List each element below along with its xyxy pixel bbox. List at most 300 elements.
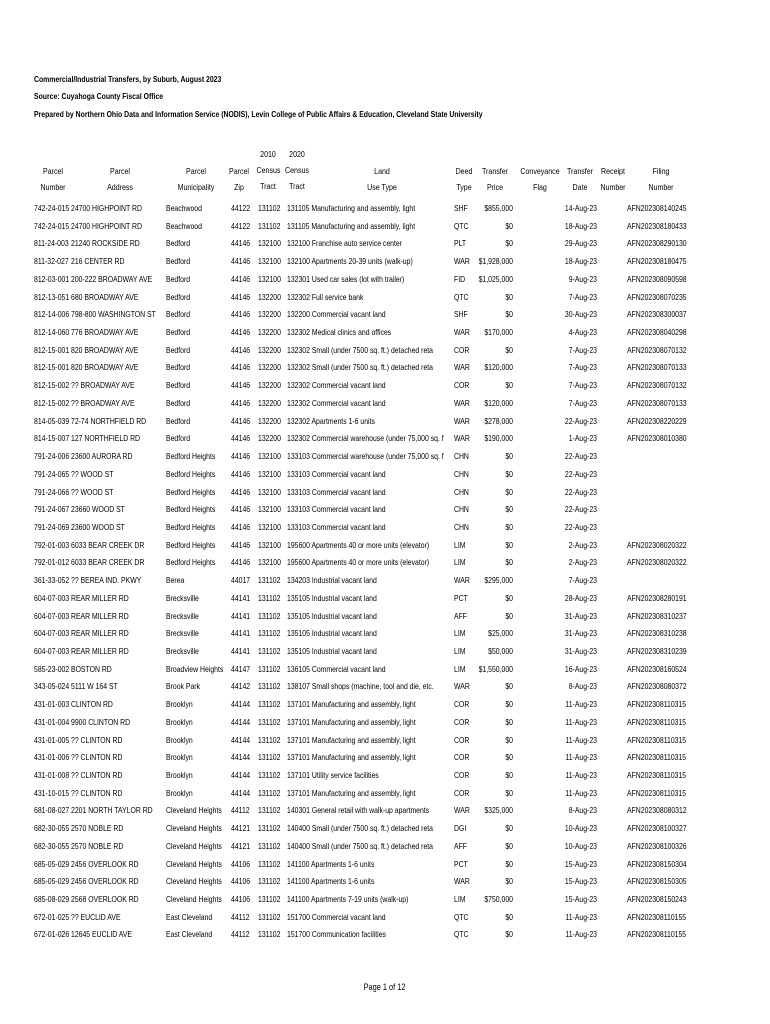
cell-deed-type: WAR: [454, 433, 470, 444]
col-transfer-price: Transfer Price: [482, 166, 508, 192]
cell-deed-type: COR: [454, 770, 470, 780]
cell-deed-type: CHN: [454, 451, 469, 462]
cell-parcel-address: 5111 W 164 ST: [71, 681, 118, 692]
table-row: [0, 522, 770, 540]
cell-municipality: Cleveland Heights: [166, 840, 222, 851]
cell-transfer-price: $0: [505, 220, 513, 231]
cell-zip: 44146: [231, 521, 251, 532]
cell-parcel-address: REAR MILLER RD: [71, 610, 129, 621]
cell-municipality: Bedford: [166, 380, 191, 391]
cell-parcel-number: 685-05-029: [34, 876, 70, 887]
cell-transfer-date: 22-Aug-23: [564, 486, 597, 497]
cell-zip: 44106: [231, 858, 251, 869]
cell-transfer-date: 11-Aug-23: [565, 699, 597, 710]
cell-municipality: Brecksville: [166, 628, 199, 639]
cell-deed-type: WAR: [454, 805, 470, 816]
cell-transfer-price: $278,000: [484, 415, 513, 426]
cell-land-use: 195600 Apartments 40 or more units (elevator): [287, 557, 430, 568]
cell-transfer-price: $0: [505, 876, 513, 887]
cell-deed-type: DGI: [454, 823, 467, 834]
cell-parcel-address: REAR MILLER RD: [71, 645, 129, 656]
table-row: [0, 646, 770, 664]
cell-transfer-date: 31-Aug-23: [564, 610, 597, 621]
table-row: [0, 788, 770, 806]
cell-zip: 44144: [231, 699, 251, 710]
table-row: [0, 309, 770, 327]
cell-parcel-address: REAR MILLER RD: [71, 592, 129, 603]
cell-parcel-address: 24700 HIGHPOINT RD: [71, 203, 142, 213]
cell-transfer-price: $0: [505, 539, 513, 550]
cell-filing-number: AFN202308110315: [627, 716, 687, 727]
cell-filing-number: AFN202308110315: [627, 752, 687, 763]
cell-filing-number: AFN202308310238: [627, 628, 687, 639]
cell-transfer-price: $0: [505, 699, 513, 710]
cell-parcel-number: 812-13-051: [34, 291, 70, 302]
cell-municipality: Brooklyn: [166, 787, 193, 798]
cell-land-use: 132100 Franchise auto service center: [287, 238, 403, 249]
cell-land-use: 132302 Medical clinics and offices: [287, 327, 392, 338]
cell-filing-number: AFN202308070133: [627, 362, 687, 373]
cell-transfer-date: 7-Aug-23: [568, 575, 597, 586]
cell-deed-type: COR: [454, 752, 470, 763]
table-row: [0, 841, 770, 859]
cell-filing-number: AFN202308100326: [627, 840, 687, 851]
cell-land-use: 131105 Manufacturing and assembly, light: [287, 203, 416, 213]
cell-parcel-number: 431-01-008: [34, 770, 70, 780]
cell-parcel-number: 791-24-069: [34, 521, 70, 532]
cell-parcel-number: 812-15-001: [34, 362, 70, 373]
cell-parcel-number: 672-01-026: [34, 929, 70, 940]
cell-filing-number: AFN202308150243: [627, 894, 687, 905]
col-zip: Parcel Zip: [229, 166, 249, 192]
cell-census-2010: 132100: [258, 451, 281, 462]
table-row: [0, 362, 770, 380]
table-row: [0, 398, 770, 416]
cell-transfer-date: 7-Aug-23: [568, 397, 597, 408]
cell-zip: 44141: [231, 645, 251, 656]
cell-census-2010: 132200: [258, 309, 281, 320]
cell-parcel-number: 431-10-015: [34, 787, 70, 798]
cell-transfer-price: $50,000: [488, 645, 513, 656]
cell-parcel-number: 792-01-003: [34, 539, 70, 550]
cell-census-2010: 131102: [258, 770, 281, 780]
cell-land-use: 134203 Industrial vacant land: [287, 575, 377, 586]
cell-transfer-price: $120,000: [484, 397, 513, 408]
cell-transfer-date: 8-Aug-23: [568, 805, 597, 816]
cell-census-2010: 132200: [258, 291, 281, 302]
cell-zip: 44146: [231, 327, 251, 338]
cell-land-use: 132302 Small (under 7500 sq. ft.) detached reta: [287, 344, 433, 355]
cell-municipality: Bedford Heights: [166, 486, 216, 497]
cell-transfer-date: 30-Aug-23: [564, 309, 597, 320]
cell-land-use: 132302 Commercial vacant land: [287, 380, 386, 391]
table-row: [0, 575, 770, 593]
cell-transfer-price: $0: [505, 770, 513, 780]
cell-parcel-address: 127 NORTHFIELD RD: [71, 433, 141, 444]
cell-filing-number: AFN202308040298: [627, 327, 687, 338]
cell-filing-number: AFN202308010380: [627, 433, 687, 444]
cell-parcel-address: 21240 ROCKSIDE RD: [71, 238, 140, 249]
col-filing-number: Filing Number: [648, 166, 674, 192]
cell-parcel-number: 431-01-005: [34, 734, 70, 745]
col-parcel-number: Parcel Number: [40, 166, 66, 192]
cell-parcel-number: 791-24-067: [34, 504, 70, 515]
cell-transfer-price: $0: [505, 752, 513, 763]
cell-filing-number: AFN202308220229: [627, 415, 687, 426]
cell-zip: 44146: [231, 380, 251, 391]
table-row: [0, 805, 770, 823]
table-row: [0, 699, 770, 717]
cell-parcel-address: ?? CLINTON RD: [71, 787, 123, 798]
cell-census-2010: 132100: [258, 504, 281, 515]
cell-transfer-price: $0: [505, 291, 513, 302]
cell-parcel-number: 791-24-065: [34, 468, 70, 479]
table-header: [0, 149, 770, 199]
cell-transfer-date: 18-Aug-23: [564, 220, 597, 231]
cell-transfer-date: 28-Aug-23: [564, 592, 597, 603]
cell-transfer-date: 22-Aug-23: [564, 468, 597, 479]
cell-land-use: 132302 Small (under 7500 sq. ft.) detached reta: [287, 362, 433, 373]
cell-census-2010: 131102: [258, 734, 281, 745]
cell-transfer-price: $0: [505, 734, 513, 745]
cell-census-2010: 132100: [258, 273, 281, 284]
table-row: [0, 912, 770, 930]
cell-deed-type: WAR: [454, 362, 470, 373]
cell-zip: 44146: [231, 557, 251, 568]
cell-parcel-number: 812-15-002: [34, 380, 70, 391]
cell-transfer-date: 14-Aug-23: [564, 203, 597, 213]
table-row: [0, 823, 770, 841]
cell-transfer-date: 22-Aug-23: [564, 451, 597, 462]
cell-transfer-date: 11-Aug-23: [565, 752, 597, 763]
cell-transfer-date: 29-Aug-23: [564, 238, 597, 249]
table-row: [0, 540, 770, 558]
col-census-2010: 2010 Census Tract: [256, 149, 281, 191]
table-row: [0, 681, 770, 699]
cell-parcel-number: 604-07-003: [34, 610, 70, 621]
cell-transfer-date: 11-Aug-23: [565, 787, 597, 798]
cell-filing-number: AFN202308310239: [627, 645, 687, 656]
cell-transfer-price: $1,550,000: [478, 663, 513, 674]
cell-filing-number: AFN202308110155: [627, 911, 687, 922]
cell-land-use: 132302 Commercial vacant land: [287, 397, 386, 408]
cell-parcel-number: 604-07-003: [34, 645, 70, 656]
col-municipality: Parcel Municipality: [177, 166, 215, 192]
cell-land-use: 131105 Manufacturing and assembly, light: [287, 220, 416, 231]
col-receipt-number: Receipt Number: [600, 166, 626, 192]
col-land-use: Land Use Type: [367, 166, 397, 192]
cell-municipality: Bedford Heights: [166, 557, 216, 568]
cell-deed-type: WAR: [454, 327, 470, 338]
col-census-2020: 2020 Census Tract: [285, 149, 309, 191]
cell-land-use: 137101 Manufacturing and assembly, light: [287, 787, 416, 798]
report-preparer: Prepared by Northern Ohio Data and Information Service (NODIS), Levin College of Public Affairs & Education, Cleveland State University: [34, 109, 483, 119]
cell-zip: 44146: [231, 397, 251, 408]
cell-zip: 44106: [231, 876, 251, 887]
cell-parcel-address: ?? CLINTON RD: [71, 734, 123, 745]
cell-transfer-date: 22-Aug-23: [564, 504, 597, 515]
cell-census-2010: 131102: [258, 681, 281, 692]
cell-parcel-number: 792-01-012: [34, 557, 70, 568]
cell-transfer-price: $0: [505, 716, 513, 727]
cell-census-2010: 131102: [258, 645, 281, 656]
cell-municipality: Brecksville: [166, 592, 199, 603]
cell-transfer-price: $0: [505, 911, 513, 922]
cell-filing-number: AFN202308150305: [627, 876, 687, 887]
cell-census-2010: 131102: [258, 203, 281, 213]
table-row: [0, 203, 770, 221]
cell-transfer-date: 31-Aug-23: [564, 628, 597, 639]
cell-transfer-price: $0: [505, 451, 513, 462]
cell-parcel-number: 812-15-001: [34, 344, 70, 355]
cell-land-use: 137101 Manufacturing and assembly, light: [287, 716, 416, 727]
cell-census-2010: 132100: [258, 557, 281, 568]
cell-zip: 44144: [231, 770, 251, 780]
table-row: [0, 593, 770, 611]
cell-zip: 44112: [231, 929, 250, 940]
cell-land-use: 133103 Commercial warehouse (under 75,000 sq. f: [287, 451, 444, 462]
cell-transfer-date: 15-Aug-23: [564, 858, 597, 869]
cell-parcel-address: 200-222 BROADWAY AVE: [71, 273, 153, 284]
cell-municipality: Brooklyn: [166, 770, 193, 780]
table-row: [0, 894, 770, 912]
cell-filing-number: AFN202308070132: [627, 344, 687, 355]
cell-parcel-address: BOSTON RD: [71, 663, 112, 674]
cell-deed-type: CHN: [454, 468, 469, 479]
cell-census-2010: 131102: [258, 220, 281, 231]
cell-municipality: Beachwood: [166, 203, 202, 213]
cell-deed-type: PLT: [454, 238, 467, 249]
cell-parcel-number: 811-24-003: [34, 238, 69, 249]
cell-parcel-number: 672-01-025: [34, 911, 70, 922]
page-footer: [0, 982, 770, 992]
cell-zip: 44141: [231, 610, 251, 621]
cell-municipality: Bedford: [166, 291, 191, 302]
cell-census-2010: 132100: [258, 539, 281, 550]
cell-land-use: 137101 Utility service facilities: [287, 770, 379, 780]
cell-parcel-address: 23600 AURORA RD: [71, 451, 133, 462]
cell-municipality: Cleveland Heights: [166, 876, 222, 887]
cell-transfer-price: $120,000: [484, 362, 513, 373]
cell-filing-number: AFN202308080372: [627, 681, 687, 692]
col-parcel-address: Parcel Address: [107, 166, 133, 192]
cell-parcel-number: 431-01-003: [34, 699, 70, 710]
cell-municipality: East Cleveland: [166, 929, 213, 940]
cell-parcel-number: 685-08-029: [34, 894, 70, 905]
cell-parcel-address: 24700 HIGHPOINT RD: [71, 220, 142, 231]
cell-zip: 44146: [231, 362, 251, 373]
cell-filing-number: AFN202308280191: [627, 592, 687, 603]
cell-deed-type: SHF: [454, 309, 468, 320]
table-row: [0, 752, 770, 770]
cell-transfer-price: $1,928,000: [478, 256, 513, 267]
cell-land-use: 133103 Commercial vacant land: [287, 468, 386, 479]
cell-zip: 44122: [231, 220, 251, 231]
cell-filing-number: AFN202308100327: [627, 823, 687, 834]
cell-deed-type: SHF: [454, 203, 468, 213]
table-row: [0, 292, 770, 310]
table-row: [0, 238, 770, 256]
cell-deed-type: PCT: [454, 858, 468, 869]
cell-census-2010: 131102: [258, 823, 281, 834]
col-deed-type: Deed Type: [455, 166, 473, 192]
cell-deed-type: WAR: [454, 876, 470, 887]
cell-transfer-date: 31-Aug-23: [564, 645, 597, 656]
cell-deed-type: LIM: [454, 628, 466, 639]
cell-land-use: 132302 Full service bank: [287, 291, 364, 302]
cell-land-use: 137101 Manufacturing and assembly, light: [287, 699, 416, 710]
cell-census-2010: 132100: [258, 521, 281, 532]
table-row: [0, 380, 770, 398]
cell-deed-type: QTC: [454, 291, 469, 302]
cell-deed-type: COR: [454, 787, 470, 798]
cell-zip: 44146: [231, 468, 251, 479]
cell-deed-type: AFF: [454, 840, 467, 851]
cell-transfer-date: 11-Aug-23: [565, 716, 597, 727]
table-row: [0, 487, 770, 505]
cell-census-2010: 132200: [258, 362, 281, 373]
cell-census-2010: 132200: [258, 344, 281, 355]
cell-filing-number: AFN202308110315: [627, 734, 687, 745]
table-row: [0, 469, 770, 487]
cell-parcel-number: 681-08-027: [34, 805, 70, 816]
cell-parcel-address: ?? WOOD ST: [71, 486, 114, 497]
cell-census-2010: 132200: [258, 380, 281, 391]
cell-transfer-price: $0: [505, 610, 513, 621]
cell-deed-type: COR: [454, 716, 470, 727]
cell-transfer-price: $25,000: [488, 628, 513, 639]
cell-parcel-address: 680 BROADWAY AVE: [71, 291, 139, 302]
cell-parcel-number: 604-07-003: [34, 592, 70, 603]
cell-land-use: 135105 Industrial vacant land: [287, 610, 377, 621]
col-conveyance-flag: Conveyance Flag: [520, 166, 560, 192]
cell-transfer-date: 1-Aug-23: [568, 433, 597, 444]
cell-census-2010: 132100: [258, 486, 281, 497]
cell-land-use: 141100 Apartments 1-6 units: [287, 858, 375, 869]
cell-census-2010: 131102: [258, 716, 281, 727]
cell-transfer-price: $0: [505, 787, 513, 798]
cell-parcel-address: CLINTON RD: [71, 699, 113, 710]
cell-transfer-price: $0: [505, 840, 513, 851]
cell-land-use: 138107 Small shops (machine, tool and die, etc.: [287, 681, 434, 692]
cell-deed-type: WAR: [454, 397, 470, 408]
cell-census-2010: 132200: [258, 327, 281, 338]
cell-parcel-address: 2456 OVERLOOK RD: [71, 876, 139, 887]
cell-municipality: Bedford Heights: [166, 468, 216, 479]
transfers-table: [0, 203, 770, 947]
cell-census-2010: 131102: [258, 876, 281, 887]
cell-zip: 44144: [231, 734, 251, 745]
cell-zip: 44142: [231, 681, 251, 692]
cell-zip: 44146: [231, 256, 251, 267]
cell-parcel-number: 791-24-006: [34, 451, 70, 462]
cell-land-use: 135105 Industrial vacant land: [287, 645, 377, 656]
cell-zip: 44144: [231, 787, 251, 798]
cell-municipality: Brecksville: [166, 610, 199, 621]
cell-census-2010: 131102: [258, 592, 281, 603]
cell-parcel-number: 361-33-052: [34, 575, 70, 586]
cell-zip: 44146: [231, 273, 251, 284]
cell-land-use: 132100 Apartments 20-39 units (walk-up): [287, 256, 413, 267]
cell-transfer-date: 9-Aug-23: [568, 273, 597, 284]
cell-parcel-address: 2456 OVERLOOK RD: [71, 858, 139, 869]
cell-deed-type: CHN: [454, 486, 469, 497]
cell-census-2010: 131102: [258, 699, 281, 710]
report-source: Source: Cuyahoga County Fiscal Office: [34, 91, 164, 101]
cell-land-use: 195600 Apartments 40 or more units (elevator): [287, 539, 430, 550]
cell-municipality: Bedford: [166, 256, 191, 267]
cell-transfer-price: $0: [505, 380, 513, 391]
cell-deed-type: CHN: [454, 504, 469, 515]
cell-parcel-number: 682-30-055: [34, 840, 70, 851]
cell-parcel-address: 2568 OVERLOOK RD: [71, 894, 139, 905]
cell-transfer-price: $750,000: [484, 894, 513, 905]
cell-zip: 44146: [231, 433, 251, 444]
cell-filing-number: AFN202308110155: [627, 929, 687, 940]
cell-filing-number: AFN202308180475: [627, 256, 687, 267]
cell-transfer-price: $190,000: [484, 433, 513, 444]
cell-deed-type: WAR: [454, 575, 470, 586]
table-row: [0, 664, 770, 682]
cell-transfer-date: 18-Aug-23: [564, 256, 597, 267]
cell-zip: 44146: [231, 238, 251, 249]
cell-parcel-address: 216 CENTER RD: [71, 256, 125, 267]
cell-municipality: Bedford Heights: [166, 521, 216, 532]
cell-census-2010: 132200: [258, 397, 281, 408]
cell-parcel-address: 2570 NOBLE RD: [71, 823, 124, 834]
cell-transfer-date: 7-Aug-23: [568, 291, 597, 302]
cell-municipality: Bedford Heights: [166, 451, 216, 462]
cell-deed-type: WAR: [454, 415, 470, 426]
cell-parcel-number: 585-23-002: [34, 663, 70, 674]
cell-transfer-date: 11-Aug-23: [565, 770, 597, 780]
cell-census-2010: 131102: [258, 610, 281, 621]
cell-census-2010: 131102: [258, 787, 281, 798]
cell-land-use: 136105 Commercial vacant land: [287, 663, 386, 674]
cell-land-use: 132302 Apartments 1-6 units: [287, 415, 375, 426]
cell-transfer-price: $295,000: [484, 575, 513, 586]
cell-parcel-address: ?? WOOD ST: [71, 468, 114, 479]
cell-transfer-date: 11-Aug-23: [565, 929, 597, 940]
cell-land-use: 137101 Manufacturing and assembly, light: [287, 752, 416, 763]
cell-transfer-date: 16-Aug-23: [564, 663, 597, 674]
cell-filing-number: AFN202308160524: [627, 663, 687, 674]
cell-deed-type: COR: [454, 344, 470, 355]
cell-transfer-price: $325,000: [484, 805, 513, 816]
cell-zip: 44144: [231, 752, 251, 763]
cell-parcel-address: 72-74 NORTHFIELD RD: [71, 415, 147, 426]
cell-transfer-price: $855,000: [484, 203, 513, 213]
cell-zip: 44146: [231, 344, 251, 355]
cell-municipality: Bedford: [166, 397, 191, 408]
cell-filing-number: AFN202308110315: [627, 699, 687, 710]
cell-zip: 44141: [231, 628, 251, 639]
cell-land-use: 151700 Commercial vacant land: [287, 911, 386, 922]
cell-deed-type: PCT: [454, 592, 468, 603]
cell-transfer-price: $170,000: [484, 327, 513, 338]
cell-land-use: 141100 Apartments 7-19 units (walk-up): [287, 894, 409, 905]
cell-zip: 44112: [231, 805, 250, 816]
cell-census-2010: 132200: [258, 415, 281, 426]
cell-municipality: Broadview Heights: [166, 663, 224, 674]
cell-census-2010: 132100: [258, 238, 281, 249]
cell-parcel-address: 12645 EUCLID AVE: [71, 929, 133, 940]
table-row: [0, 416, 770, 434]
cell-parcel-number: 431-01-006: [34, 752, 70, 763]
cell-transfer-date: 2-Aug-23: [568, 539, 597, 550]
cell-transfer-date: 11-Aug-23: [565, 734, 597, 745]
cell-land-use: 135105 Industrial vacant land: [287, 592, 377, 603]
